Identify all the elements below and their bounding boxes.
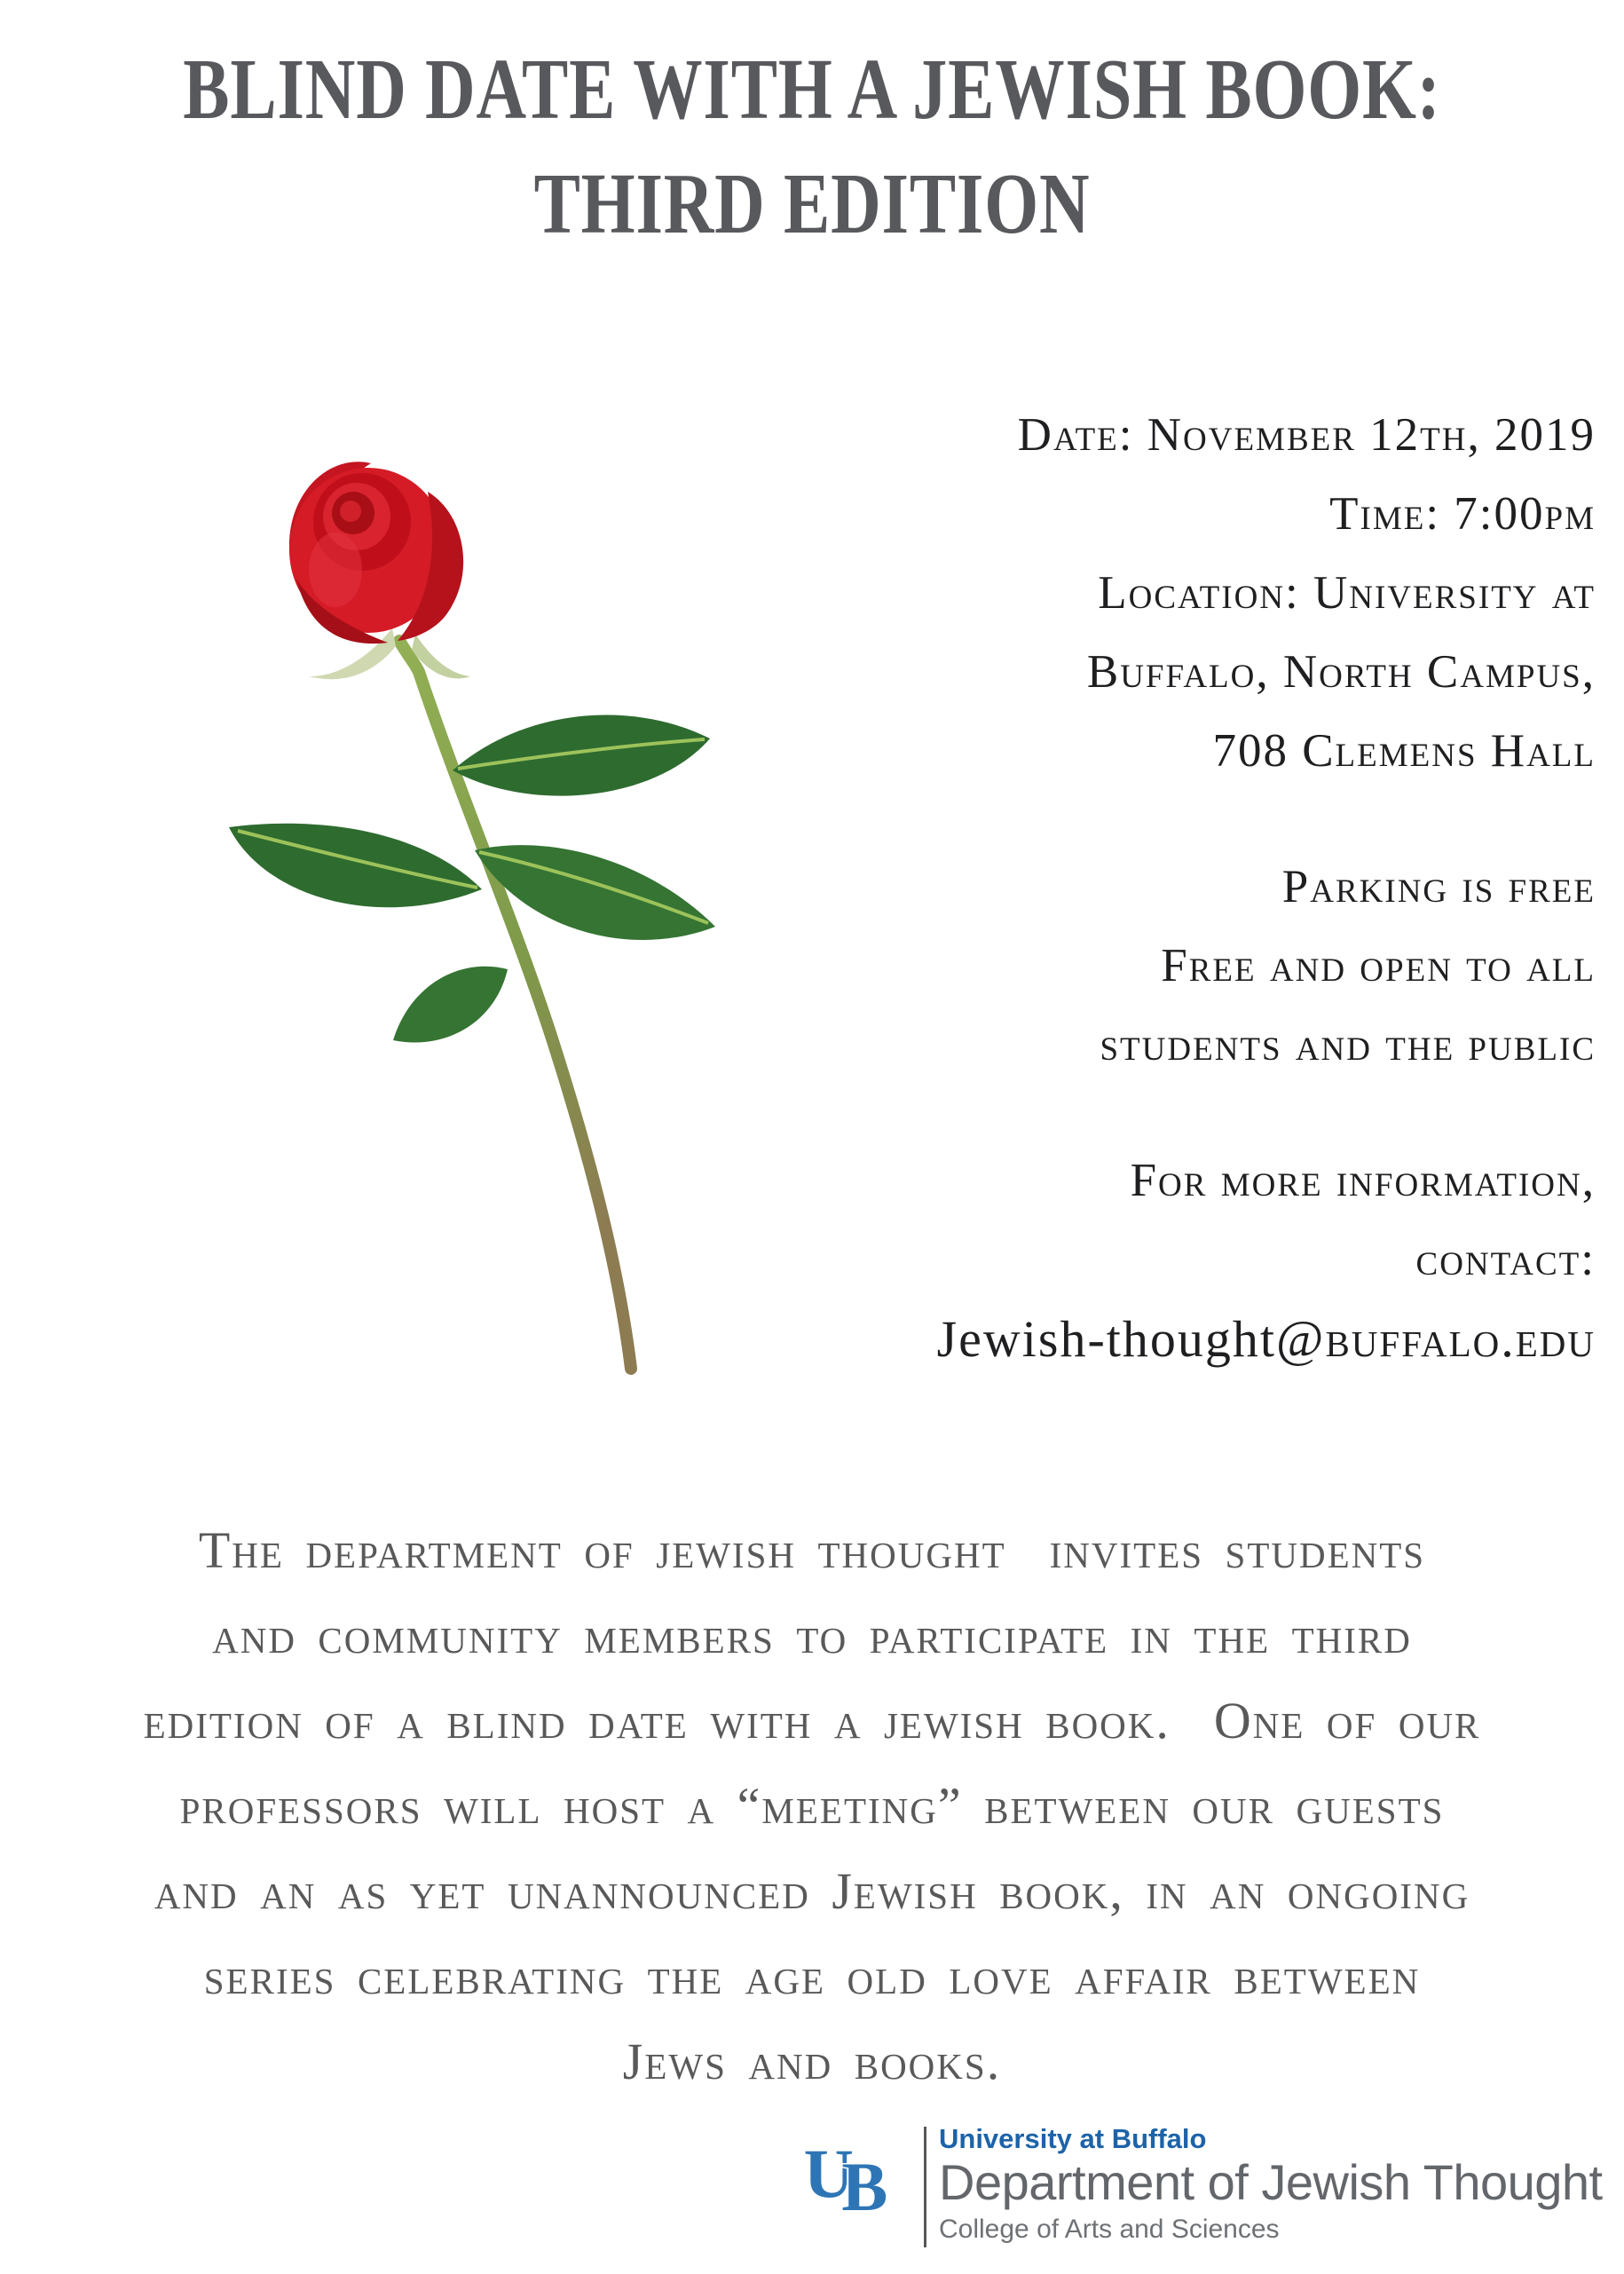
rose-leaf-upper-right — [453, 715, 710, 796]
event-info-group — [832, 396, 1596, 791]
event-details — [832, 396, 1596, 1378]
event-location-line-3: 708 Clemens Hall — [1212, 725, 1596, 777]
description-paragraph — [0, 1508, 1624, 2104]
description-line: Jews and books. — [622, 2033, 1002, 2090]
title-line-2: THIRD EDITION — [533, 156, 1091, 252]
description-line: edition of a blind date with a jewish book. One of our — [143, 1692, 1481, 1749]
contact-line-1: For more information, — [1130, 1155, 1596, 1206]
contact-info-group — [832, 1141, 1596, 1378]
parking-note: Parking is free — [1281, 861, 1596, 912]
event-location-line-2: Buffalo, North Campus, — [1086, 646, 1596, 698]
contact-line-2: contact: — [1415, 1234, 1596, 1285]
description-line: and an as yet unannounced Jewish book, in an ongoing — [154, 1862, 1470, 1920]
ub-logo-letter-u: U — [803, 2148, 854, 2213]
contact-email — [832, 1299, 1596, 1378]
event-date: Date: November 12th, 2019 — [1017, 409, 1596, 461]
logo-college-name: College of Arts and Sciences — [939, 2215, 1280, 2244]
admission-note-line-1: Free and open to all — [1161, 940, 1596, 991]
event-time: Time: 7:00pm — [1329, 488, 1596, 540]
contact-email-domain: buffalo.edu — [1325, 1310, 1596, 1368]
admission-info-group — [832, 848, 1596, 1085]
description-line: and community members to participate in the third — [212, 1607, 1412, 1664]
ub-logo-letter-b: B — [841, 2149, 888, 2214]
logo-department-name: Department of Jewish Thought — [939, 2154, 1603, 2210]
rose-image — [133, 417, 719, 1394]
rose-bloom — [289, 462, 463, 644]
admission-note-line-2: students and the public — [1100, 1019, 1596, 1070]
logo-university-name: University at Buffalo — [939, 2123, 1207, 2154]
description-line: The department of jewish thought invites students — [198, 1521, 1426, 1579]
contact-email-prefix: Jewish-thought@ — [936, 1310, 1326, 1368]
rose-leaf-left — [229, 824, 482, 908]
description-line: professors will host a “meeting” between our guests — [179, 1777, 1445, 1835]
event-location-line-1: Location: University at — [1098, 567, 1596, 619]
description-line: series celebrating the age old love affair between — [203, 1947, 1421, 2005]
page-title — [0, 33, 1624, 262]
title-line-1: BLIND DATE WITH A JEWISH BOOK: — [183, 42, 1441, 138]
ub-logo-icon — [803, 2148, 908, 2214]
rose-leaf-lower-left — [393, 967, 508, 1043]
logo-divider — [924, 2127, 926, 2247]
